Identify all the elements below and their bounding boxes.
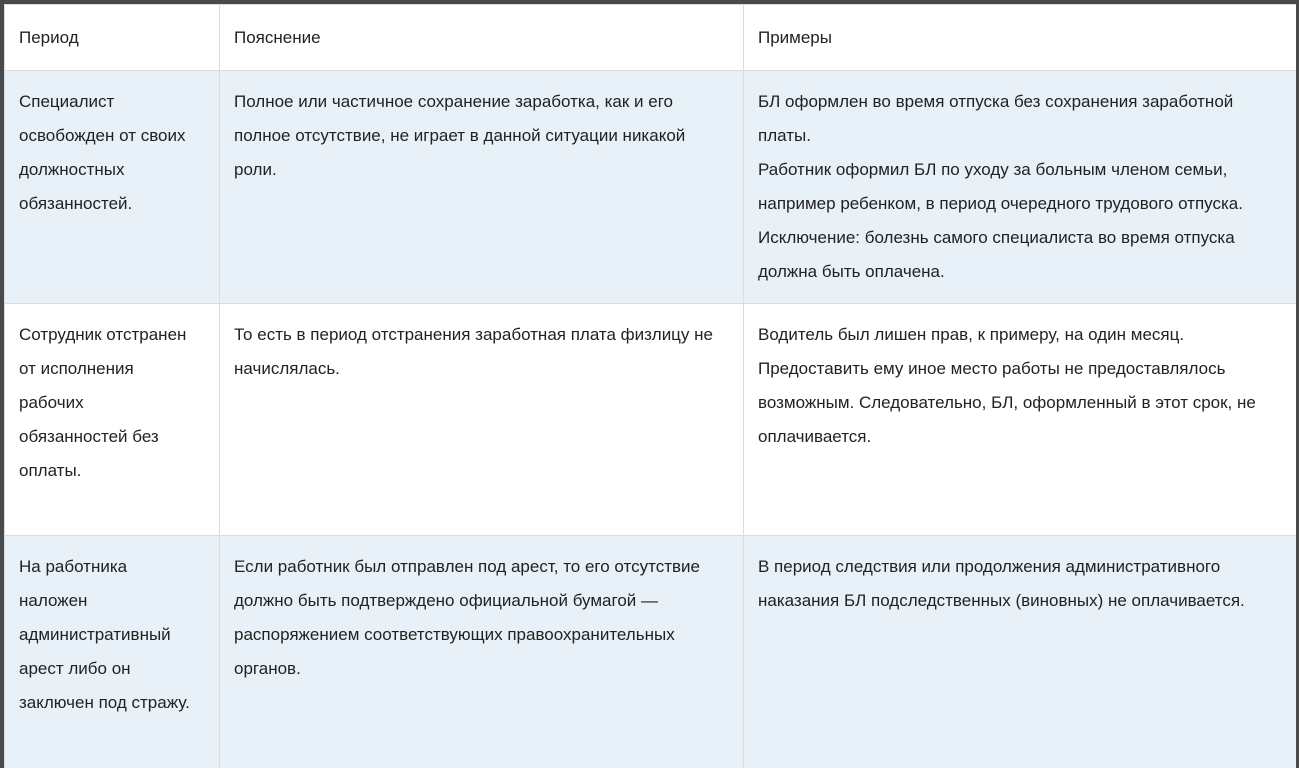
table-body — [5, 71, 1297, 768]
period-text: Сотрудник отстранен от исполнения рабочих обязанностей без оплаты. — [19, 325, 187, 480]
cell-explanation — [220, 71, 744, 304]
header-period: Период — [5, 5, 220, 71]
table-row — [5, 71, 1297, 304]
header-explanation: Пояснение — [220, 5, 744, 71]
example-text: Водитель был лишен прав, к примеру, на один месяц. Предоставить ему иное место работы не предоставлялось возможным. Следовательно, БЛ, оформленный в этот срок, не оплачивается. — [758, 325, 1256, 446]
example-text: В период следствия или продолжения административного наказания БЛ подследственных (виновных) не оплачивается. — [758, 557, 1245, 610]
example-text: Работник оформил БЛ по уходу за больным членом семьи, например ребенком, в период очередного трудового отпуска. Исключение: болезнь самого специалиста во время отпуска должна быть оплачена. — [758, 160, 1243, 281]
header-examples: Примеры — [744, 5, 1297, 71]
explanation-text: То есть в период отстранения заработная плата физлицу не начислялась. — [234, 325, 713, 378]
example-text: БЛ оформлен во время отпуска без сохранения заработной платы. — [758, 92, 1234, 145]
cell-examples — [744, 536, 1297, 768]
explanation-text: Полное или частичное сохранение заработка, как и его полное отсутствие, не играет в данной ситуации никакой роли. — [234, 92, 686, 179]
table-row — [5, 536, 1297, 768]
table-header — [5, 5, 1297, 71]
period-text: На работника наложен административный арест либо он заключен под стражу. — [19, 557, 190, 712]
cell-examples — [744, 304, 1297, 536]
cell-period — [5, 536, 220, 768]
explanation-text: Если работник был отправлен под арест, то его отсутствие должно быть подтверждено официальной бумагой — распоряжением соответствующих правоохранительных органов. — [234, 557, 700, 678]
period-text: Специалист освобожден от своих должностных обязанностей. — [19, 92, 186, 213]
cell-explanation — [220, 536, 744, 768]
cell-period — [5, 71, 220, 304]
info-table — [4, 4, 1297, 768]
header-row — [5, 5, 1297, 71]
table-row — [5, 304, 1297, 536]
cell-period — [5, 304, 220, 536]
cell-explanation — [220, 304, 744, 536]
cell-examples — [744, 71, 1297, 304]
